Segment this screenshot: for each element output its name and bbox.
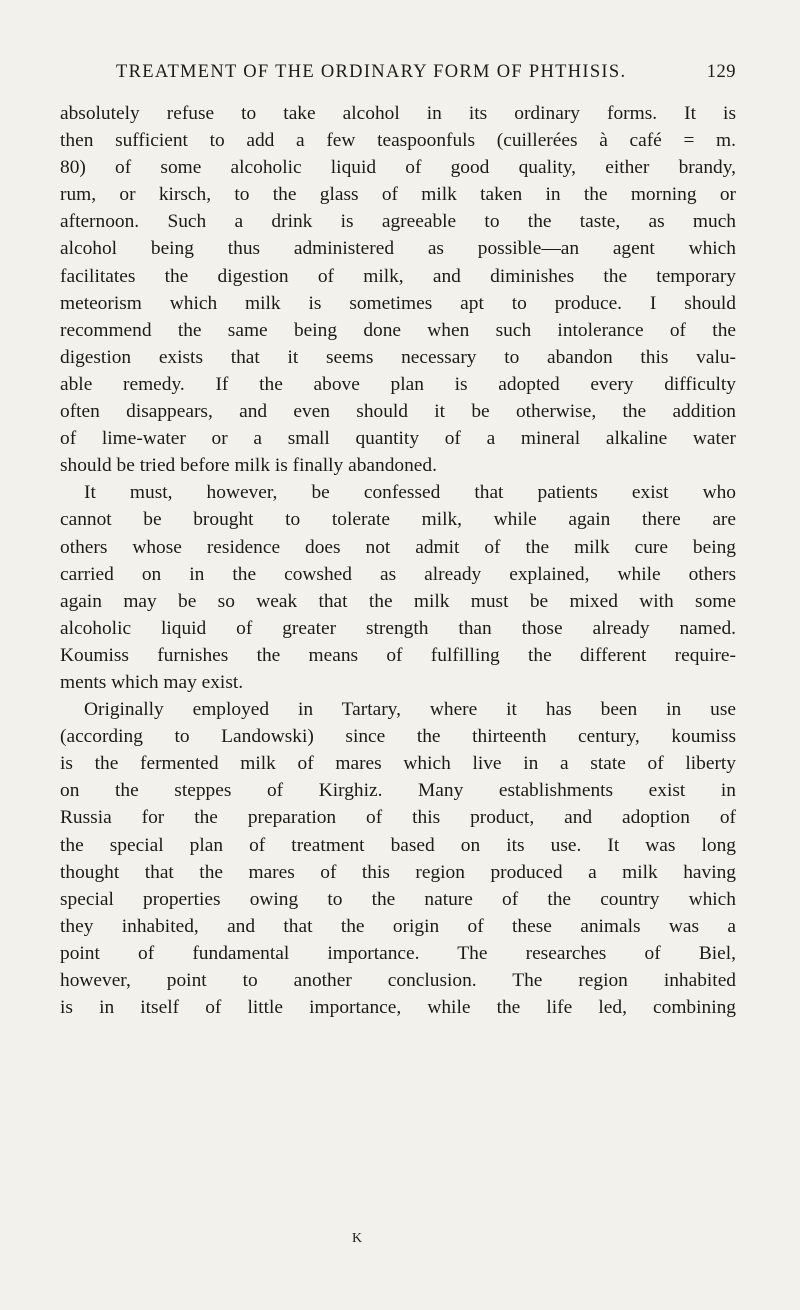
text-line: is in itself of little importance, while the life led, combining	[60, 997, 736, 1019]
text-line: should be tried before milk is finally abandoned.	[60, 455, 437, 477]
text-line: alcohol being thus administered as possible—an agent which	[60, 238, 736, 260]
text-line: thought that the mares of this region produced a milk having	[60, 861, 736, 883]
text-line: rum, or kirsch, to the glass of milk taken in the morning or	[60, 184, 736, 206]
text-line: digestion exists that it seems necessary to abandon this valu-	[60, 346, 736, 368]
text-line: Koumiss furnishes the means of fulfilling the different require-	[60, 644, 736, 666]
text-line: ments which may exist.	[60, 671, 244, 693]
text-line: on the steppes of Kirghiz. Many establishments exist in	[60, 780, 736, 802]
text-line: (according to Landowski) since the thirteenth century, koumiss	[60, 726, 736, 748]
text-line: absolutely refuse to take alcohol in its ordinary forms. It is	[60, 103, 736, 124]
text-line: the special plan of treatment based on its use. It was long	[60, 834, 736, 856]
text-line: 80) of some alcoholic liquid of good quality, either brandy,	[60, 157, 736, 179]
body-text	[60, 100, 736, 1021]
signature-mark: K	[352, 1231, 364, 1246]
running-head	[60, 62, 736, 92]
text-line: facilitates the digestion of milk, and diminishes the temporary	[60, 265, 736, 287]
text-line: then sufficient to add a few teaspoonfuls (cuillerées à café = m.	[60, 130, 736, 152]
running-head-title: TREATMENT OF THE ORDINARY FORM OF PHTHISIS.	[116, 62, 627, 82]
text-line: point of fundamental importance. The researches of Biel,	[60, 942, 736, 964]
text-line: is the fermented milk of mares which live in a state of liberty	[60, 753, 736, 775]
text-line: alcoholic liquid of greater strength than those already named.	[60, 617, 736, 639]
text-line: recommend the same being done when such intolerance of the	[60, 319, 736, 341]
text-line: Originally employed in Tartary, where it has been in use	[84, 699, 736, 721]
text-line: meteorism which milk is sometimes apt to produce. I should	[60, 292, 736, 314]
text-line: others whose residence does not admit of the milk cure being	[60, 536, 736, 558]
book-page	[60, 62, 736, 1021]
text-line: of lime-water or a small quantity of a mineral alkaline water	[60, 428, 736, 450]
page-number: 129	[706, 62, 736, 82]
text-line: afternoon. Such a drink is agreeable to the taste, as much	[60, 211, 736, 233]
text-line: able remedy. If the above plan is adopted every difficulty	[60, 373, 736, 395]
text-line: again may be so weak that the milk must be mixed with some	[60, 590, 736, 612]
text-line: carried on in the cowshed as already explained, while others	[60, 563, 736, 585]
text-line: they inhabited, and that the origin of these animals was a	[60, 915, 736, 937]
text-line: It must, however, be confessed that patients exist who	[84, 482, 736, 504]
text-line: however, point to another conclusion. The region inhabited	[60, 970, 736, 991]
text-line: cannot be brought to tolerate milk, while again there are	[60, 509, 736, 531]
text-line: special properties owing to the nature of the country which	[60, 888, 736, 910]
text-line: Russia for the preparation of this product, and adoption of	[60, 807, 736, 829]
text-line: often disappears, and even should it be otherwise, the addition	[60, 401, 736, 423]
